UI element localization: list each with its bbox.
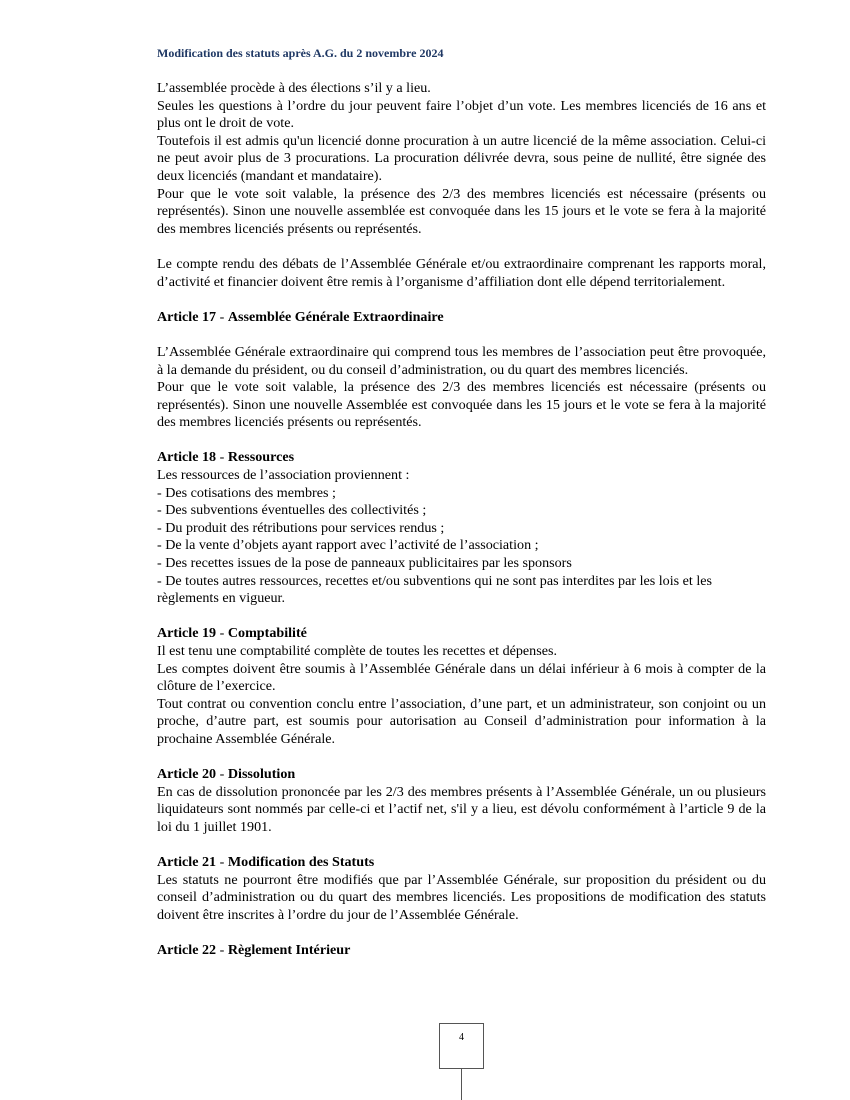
paragraph: - De toutes autres ressources, recettes et/ou subventions qui ne sont pas interdites par les lois et les règlements en vigueur. bbox=[157, 572, 712, 607]
article-separator: - bbox=[216, 766, 228, 783]
paragraph: L’Assemblée Générale extraordinaire qui comprend tous les membres de l’association peut être provoquée, à la demande du président, ou du conseil d’administration, ou du quart des membres licenciés. bbox=[157, 343, 766, 378]
article-heading bbox=[157, 449, 766, 467]
article-title: Ressources bbox=[227, 449, 295, 466]
article-number: Article 17 bbox=[157, 308, 217, 325]
paragraph: Il est tenu une comptabilité complète de toutes les recettes et dépenses. bbox=[157, 643, 557, 659]
article-separator: - bbox=[216, 625, 228, 642]
blank-line bbox=[157, 925, 766, 943]
paragraph: - Du produit des rétributions pour services rendus ; bbox=[157, 519, 445, 536]
paragraph: Les comptes doivent être soumis à l’Assemblée Générale dans un délai inférieur à 6 mois à compter de la clôture de l’exercice. bbox=[157, 660, 766, 695]
paragraph: L’assemblée procède à des élections s’il y a lieu. bbox=[157, 80, 431, 96]
page-number-connector-line bbox=[461, 1069, 462, 1100]
article-heading bbox=[157, 854, 766, 872]
article-separator: - bbox=[216, 449, 228, 466]
paragraph: Le compte rendu des débats de l’Assemblée Générale et/ou extraordinaire comprenant les rapports moral, d’activité et financier doivent être remis à l’organisme d’affiliation dont elle dépend territorialement. bbox=[157, 255, 766, 290]
blank-line bbox=[157, 608, 766, 626]
document-body bbox=[157, 80, 766, 960]
blank-line bbox=[157, 432, 766, 450]
blank-line bbox=[157, 291, 766, 309]
article-number: Article 18 bbox=[157, 449, 217, 466]
article-title: Comptabilité bbox=[227, 625, 307, 642]
article-number: Article 20 bbox=[157, 766, 217, 783]
article-separator: - bbox=[216, 854, 228, 871]
article-heading bbox=[157, 766, 766, 784]
paragraph: Pour que le vote soit valable, la présence des 2/3 des membres licenciés est nécessaire (présents ou représentés). Sinon une nouvelle Assemblée est convoquée dans les 15 jours et le vote se fera à la majorité des membres licenciés présents ou représentés. bbox=[157, 379, 766, 431]
paragraph: Seules les questions à l’ordre du jour peuvent faire l’objet d’un vote. Les membres licenciés de 16 ans et plus ont le droit de vote. bbox=[157, 97, 766, 132]
paragraph: - Des subventions éventuelles des collectivités ; bbox=[157, 502, 427, 519]
article-number: Article 22 bbox=[157, 942, 217, 959]
paragraph: En cas de dissolution prononcée par les 2/3 des membres présents à l’Assemblée Générale, un ou plusieurs liquidateurs sont nommés par celle-ci et l’actif net, s'il y a lieu, est dévolu conformément à l’article 9 de la loi du 1 juillet 1901. bbox=[157, 783, 766, 835]
blank-line bbox=[157, 749, 766, 767]
article-title: Modification des Statuts bbox=[227, 854, 375, 871]
article-title: Assemblée Générale Extraordinaire bbox=[227, 308, 444, 325]
article-separator: - bbox=[216, 942, 228, 959]
paragraph: - Des recettes issues de la pose de panneaux publicitaires par les sponsors bbox=[157, 555, 572, 572]
article-number: Article 19 bbox=[157, 625, 217, 642]
paragraph: - Des cotisations des membres ; bbox=[157, 484, 336, 501]
page-number-box bbox=[439, 1023, 484, 1069]
article-heading bbox=[157, 625, 766, 643]
blank-line bbox=[157, 238, 766, 256]
paragraph: Toutefois il est admis qu'un licencié donne procuration à un autre licencié de la même association. Celui-ci ne peut avoir plus de 3 procurations. La procuration délivrée devra, sous peine de nullité, être signée des deux licenciés (mandant et mandataire). bbox=[157, 132, 766, 184]
blank-line bbox=[157, 326, 766, 344]
blank-line bbox=[157, 837, 766, 855]
running-header: Modification des statuts après A.G. du 2 novembre 2024 bbox=[157, 46, 444, 60]
article-heading bbox=[157, 309, 766, 327]
article-title: Dissolution bbox=[227, 766, 296, 783]
page-number: 4 bbox=[459, 1032, 464, 1043]
paragraph: Pour que le vote soit valable, la présence des 2/3 des membres licenciés est nécessaire (présents ou représentés). Sinon une nouvelle assemblée est convoquée dans les 15 jours et le vote se fera à la majorité des membres licenciés présents ou représentés. bbox=[157, 185, 766, 237]
article-title: Règlement Intérieur bbox=[227, 942, 351, 959]
paragraph: Tout contrat ou convention conclu entre l’association, d’une part, et un administrateur, son conjoint ou un proche, d’autre part, est soumis pour autorisation au Conseil d’administration pour information à la prochaine Assemblée Générale. bbox=[157, 695, 766, 747]
article-separator: - bbox=[216, 308, 228, 325]
article-heading bbox=[157, 942, 766, 960]
paragraph: Les ressources de l’association proviennent : bbox=[157, 467, 410, 484]
article-number: Article 21 bbox=[157, 854, 217, 871]
paragraph: Les statuts ne pourront être modifiés que par l’Assemblée Générale, sur proposition du président ou du conseil d’administration ou du quart des membres licenciés. Les propositions de modification des statuts doivent être inscrites à l’ordre du jour de l’Assemblée Générale. bbox=[157, 871, 766, 923]
paragraph: - De la vente d’objets ayant rapport avec l’activité de l’association ; bbox=[157, 537, 539, 554]
